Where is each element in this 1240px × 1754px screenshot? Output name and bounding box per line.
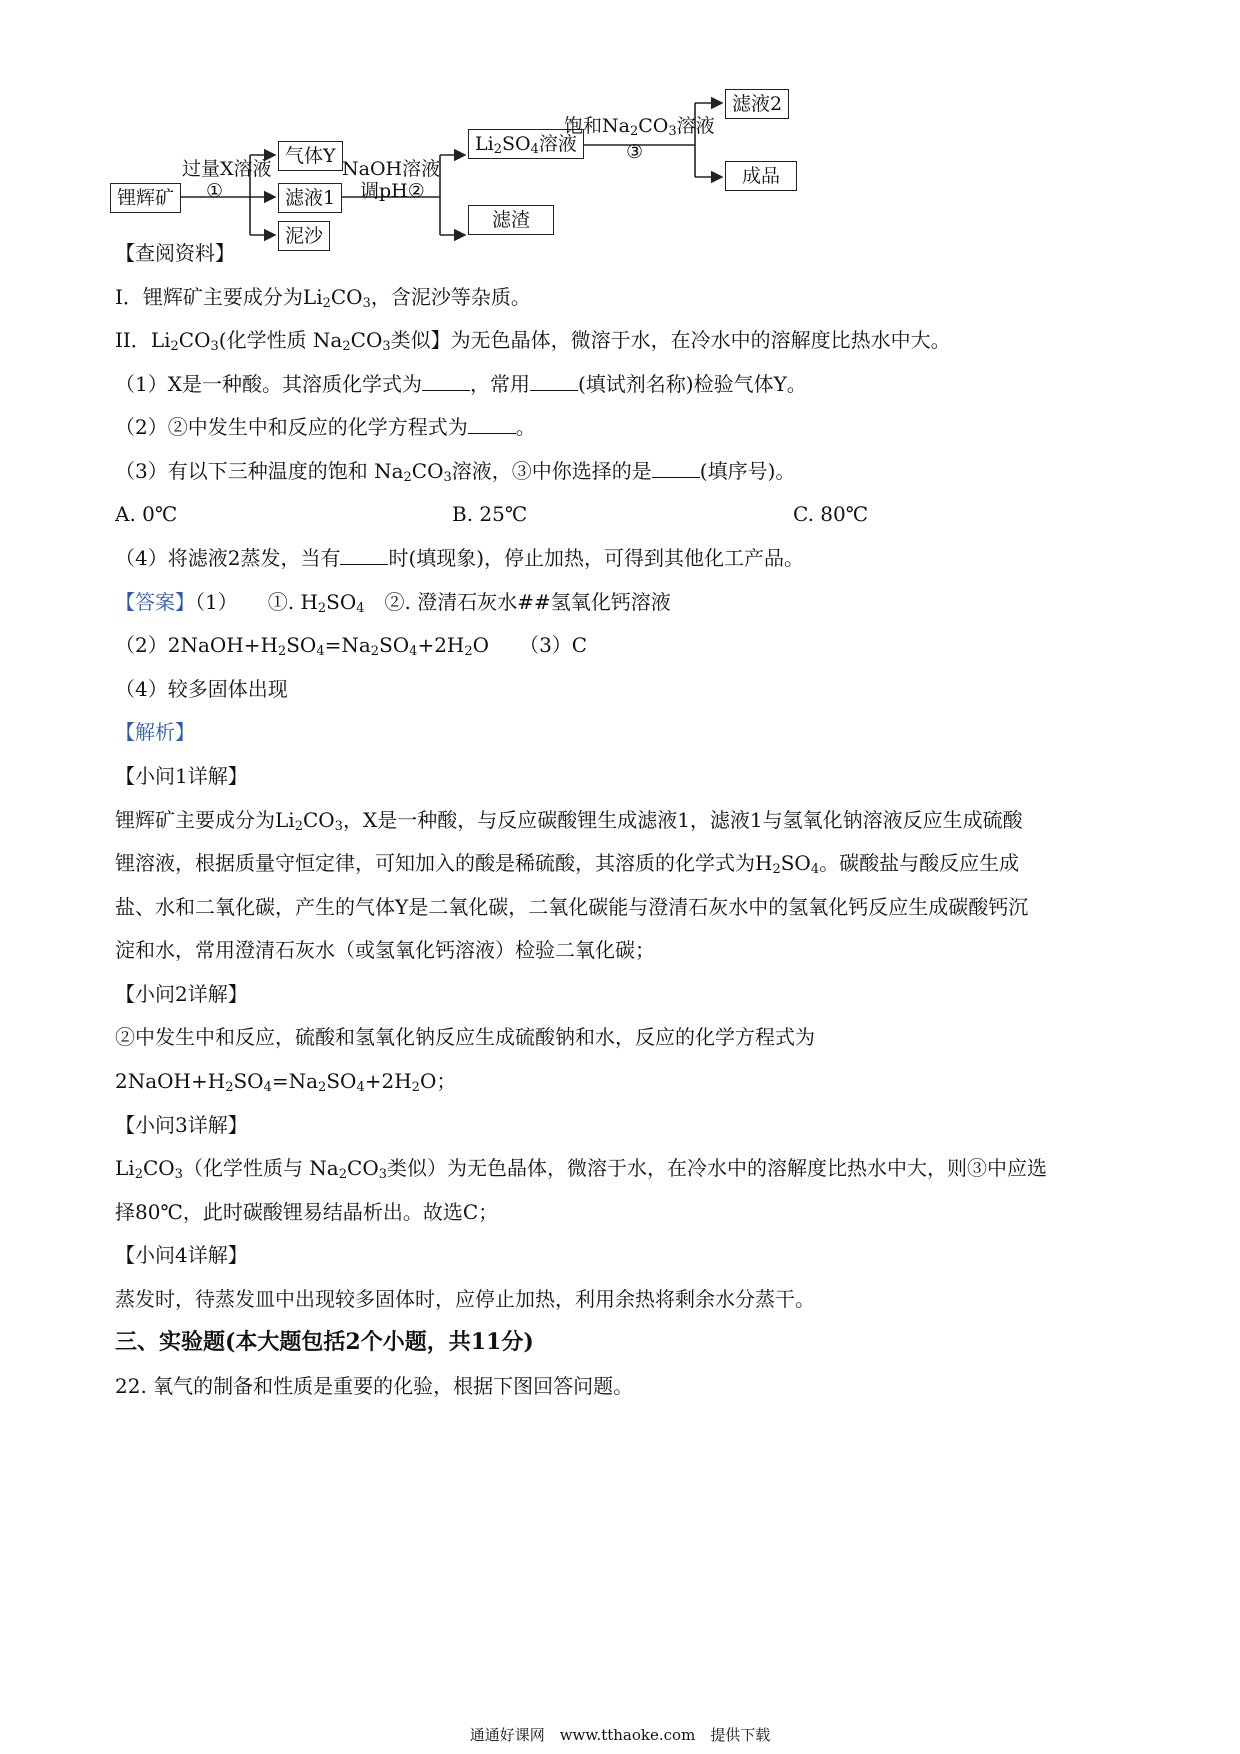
footer-download-note: 通通好课网 www.tthaoke.com 提供下载 (469, 1726, 771, 1744)
sub1-heading: 【小问1详解】 (115, 764, 248, 788)
question-22: 22. 氧气的制备和性质是重要的化验，根据下图回答问题。 (115, 1374, 634, 1398)
sub2-line-2: $2NaOH+H_2SO_4=Na_2SO_4+2H_2O$； (115, 1069, 457, 1095)
step3-reagent-label: 饱和$Na_2CO_3$溶液 (564, 115, 715, 139)
sub2-heading: 【小问2详解】 (115, 982, 248, 1006)
sub2-line-1: ②中发生中和反应，硫酸和氢氧化钠反应生成硫酸钠和水，反应的化学方程式为 (115, 1025, 815, 1049)
answer-2-3: $(2)2NaOH+H_2SO_4=Na_2SO_4+2H_2O$ （3）C (115, 633, 588, 659)
ore-box: 锂辉矿 (110, 183, 181, 213)
sub3-line-2: 择80℃，此时碳酸锂易结晶析出。故选C； (115, 1200, 499, 1224)
sub3-heading: 【小问3详解】 (115, 1113, 248, 1137)
option-a: A. 0℃ (115, 502, 178, 526)
filtrate2-box: 滤液2 (725, 89, 789, 119)
sediment-box: 泥沙 (278, 221, 330, 251)
residue-box: 滤渣 (468, 205, 554, 235)
sub1-line-2: 锂溶液，根据质量守恒定律，可知加入的酸是稀硫酸，其溶质的化学式为$H_2SO_4$。碳酸盐与酸反应生成 (115, 851, 1020, 877)
filtrate1-box: 滤液1 (278, 183, 342, 213)
answer-4: （4）较多固体出现 (115, 677, 288, 701)
step2-reagent-label: NaOH溶液 (342, 158, 441, 180)
sub1-line-4: 淀和水，常用澄清石灰水（或氢氧化钙溶液）检验二氧化碳； (115, 938, 655, 962)
question-2: （2）②中发生中和反应的化学方程式为 。 (115, 415, 536, 439)
sub4-heading: 【小问4详解】 (115, 1243, 248, 1267)
section-3-heading: 三、实验题(本大题包括2个小题，共11分) (115, 1329, 534, 1355)
step1-reagent-label: 过量X溶液 (182, 158, 272, 180)
sub1-line-3: 盐、水和二氧化碳，产生的气体Y是二氧化碳，二氧化碳能与澄清石灰水中的氢氧化钙反应生成碳酸钙沉 (115, 895, 1029, 919)
step1-number: ① (206, 180, 224, 202)
question-3: （3）有以下三种温度的饱和 $Na_2CO_3$溶液，③中你选择的是 (填序号)。 (115, 459, 796, 485)
option-b: B. 25℃ (452, 502, 528, 526)
product-box: 成品 (725, 161, 797, 191)
answer-1: 【答案】（1） ①. $H_2SO_4$ ②. 澄清石灰水##氢氧化钙溶液 (115, 590, 671, 616)
question-4: （4）将滤液2蒸发，当有 时(填现象)，停止加热，可得到其他化工产品。 (115, 546, 805, 570)
step3-number: ③ (626, 141, 644, 163)
analysis-heading: 【解析】 (115, 720, 195, 744)
answer-label: 【答案】 (115, 590, 195, 614)
reference-item-2: II．$Li_2CO_3$(化学性质 $Na_2CO_3$类似】为无色晶体，微溶于水，在冷水中的溶解度比热水中大。 (115, 328, 951, 354)
li2so4-solution-box: $Li_2SO_4$溶液 (468, 129, 584, 159)
sub1-line-1: 锂辉矿主要成分为$Li_2CO_3$，X是一种酸，与反应碳酸锂生成滤液1，滤液1与氢氧化钠溶液反应生成硫酸 (115, 808, 1023, 834)
question-1: （1）X是一种酸。其溶质化学式为 ，常用 (填试剂名称)检验气体Y。 (115, 372, 807, 396)
sub4-line-1: 蒸发时，待蒸发皿中出现较多固体时，应停止加热，利用余热将剩余水分蒸干。 (115, 1287, 815, 1311)
option-c: C. 80℃ (793, 502, 869, 526)
sub3-line-1: $Li_2CO_3$（化学性质与 $Na_2CO_3$类似）为无色晶体，微溶于水，在冷水中的溶解度比热水中大，则③中应选 (115, 1156, 1047, 1182)
gas-y-box: 气体Y (278, 141, 343, 171)
reference-item-1: I．锂辉矿主要成分为$Li_2CO_3$，含泥沙等杂质。 (115, 285, 531, 311)
reference-heading: 【查阅资料】 (115, 241, 235, 265)
step2-condition-label: 调pH② (360, 180, 425, 202)
